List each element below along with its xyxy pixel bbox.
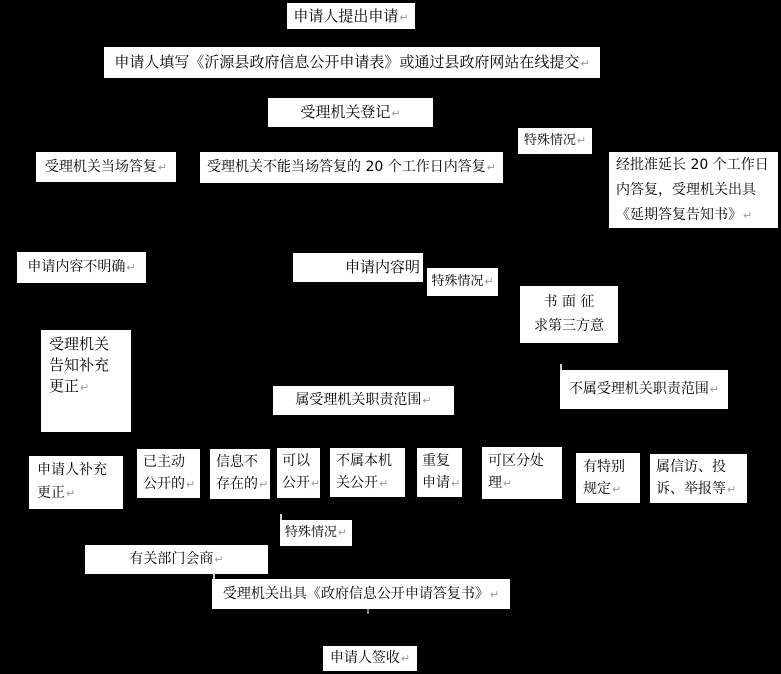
- paragraph-mark-icon: ↵: [451, 477, 461, 490]
- flow-box-text: 受理机关登记: [300, 103, 391, 121]
- paragraph-mark-icon: ↵: [422, 394, 432, 407]
- flow-box-text: 内答复，受理机关出具: [616, 182, 756, 198]
- flow-box-already-published: [137, 449, 200, 498]
- flow-box-line: [280, 520, 352, 546]
- flow-box-applicant-submits: [287, 3, 415, 29]
- flow-box-line: [422, 472, 462, 495]
- flow-box-not-this-org-public: [330, 448, 405, 497]
- flow-box-line: [85, 545, 268, 574]
- flow-box-content-clear: [293, 253, 423, 282]
- flow-box-special-case-1: [518, 128, 592, 154]
- flow-box-line: [212, 579, 510, 609]
- flow-box-line: [656, 478, 747, 501]
- flow-box-line: [37, 482, 123, 505]
- flow-box-text: 申请人填写《沂源县政府信息公开申请表》或通过县政府网站在线提交: [114, 53, 580, 71]
- flow-box-line: [422, 450, 462, 472]
- flow-box-text: 特殊情况: [431, 274, 484, 289]
- flow-box-special-case-2: [427, 268, 498, 296]
- flow-box-text: 特殊情况: [523, 133, 576, 148]
- flow-box-text: 申请人签收: [329, 650, 400, 666]
- flow-box-approved-extension: [609, 152, 778, 228]
- flow-box-written-third-party: [520, 286, 618, 343]
- flow-box-petition-complaint: [650, 454, 747, 503]
- flow-box-line: [17, 252, 146, 283]
- flow-box-text: 不属本机: [336, 453, 392, 469]
- flow-box-text: 经批准延长 20 个工作日: [616, 157, 769, 173]
- flow-box-text: 《延期答复告知书》: [616, 207, 742, 223]
- connector-stub: [213, 573, 215, 579]
- paragraph-mark-icon: ↵: [157, 161, 168, 174]
- flow-box-text: 更正: [37, 485, 65, 501]
- flow-box-applicant-signs: [323, 646, 417, 671]
- flow-box-line: [336, 472, 405, 495]
- flow-box-separable-handling: [482, 447, 562, 499]
- flow-box-line: [616, 153, 778, 178]
- paragraph-mark-icon: ↵: [214, 553, 224, 566]
- flow-box-line: [104, 47, 600, 78]
- paragraph-mark-icon: ↵: [503, 477, 513, 490]
- flow-box-text: 信息不: [216, 454, 258, 470]
- flow-box-text: 不属受理机关职责范围: [568, 381, 709, 397]
- flow-box-line: [336, 450, 405, 472]
- connector-stub: [280, 514, 282, 520]
- flow-box-onspot-reply: [36, 152, 176, 182]
- paragraph-mark-icon: ↵: [400, 652, 411, 665]
- flow-box-text: 关公开: [336, 475, 378, 491]
- flow-box-text: 理: [488, 475, 502, 491]
- paragraph-mark-icon: ↵: [612, 483, 622, 496]
- flow-box-line: [560, 370, 728, 409]
- flow-box-line: [616, 203, 778, 228]
- flow-box-line: [293, 253, 420, 282]
- flow-box-text: 存在的: [216, 476, 258, 492]
- flow-box-line: [282, 450, 320, 472]
- flow-box-text: 申请: [422, 475, 450, 491]
- flow-box-line: [216, 473, 270, 496]
- paragraph-mark-icon: ↵: [727, 483, 737, 496]
- flow-box-text: 规定: [583, 481, 611, 497]
- flow-box-info-not-exist: [210, 449, 270, 499]
- flow-box-fill-application-form: [104, 47, 600, 78]
- flow-box-special-provisions: [576, 453, 640, 503]
- flow-box-text: 重复: [422, 453, 450, 469]
- paragraph-mark-icon: ↵: [580, 57, 590, 70]
- flow-box-text: 申请内容不明确: [27, 259, 126, 275]
- flow-box-line: [216, 451, 270, 473]
- paragraph-mark-icon: ↵: [259, 478, 269, 491]
- flow-box-line: [488, 472, 562, 495]
- flow-box-repeated-application: [417, 448, 462, 497]
- flow-box-text: 有特别: [583, 459, 625, 475]
- flow-box-line: [143, 451, 200, 473]
- flow-box-text: 公开的: [143, 476, 185, 492]
- connector-stub: [560, 364, 562, 370]
- flow-box-text: 可以: [282, 453, 310, 469]
- flow-box-line: [616, 178, 778, 203]
- flow-box-special-case-3: [280, 520, 352, 546]
- flow-box-line: [488, 450, 562, 472]
- flow-box-within-duty-scope: [273, 386, 454, 415]
- flow-box-line: [520, 314, 618, 338]
- flow-box-text: 求第三方意: [534, 318, 604, 334]
- paragraph-mark-icon: ↵: [489, 588, 500, 601]
- flow-box-text: 特殊情况: [284, 525, 337, 540]
- paragraph-mark-icon: ↵: [576, 134, 587, 147]
- flow-box-text: 受理机关出具《政府信息公开申请答复书》: [222, 586, 489, 602]
- flow-box-line: [49, 334, 131, 355]
- flow-box-text: 有关部门会商: [129, 551, 214, 567]
- flow-box-line: [49, 376, 131, 398]
- paragraph-mark-icon: ↵: [709, 383, 720, 396]
- flow-box-line: [583, 456, 640, 478]
- flow-box-text: 受理机关当场答复: [44, 159, 157, 175]
- paragraph-mark-icon: ↵: [311, 477, 320, 490]
- flow-box-text: 公开: [282, 475, 310, 491]
- flow-box-text: 告知补充: [49, 356, 110, 374]
- flow-box-applicant-supplement: [29, 456, 123, 509]
- flow-box-text: 申请人提出申请: [293, 7, 399, 25]
- flow-box-line: [200, 152, 503, 183]
- paragraph-mark-icon: ↵: [337, 526, 348, 539]
- flow-box-outside-duty-scope: [560, 370, 728, 409]
- flow-box-text: 已主动: [143, 454, 185, 470]
- paragraph-mark-icon: ↵: [80, 381, 90, 394]
- paragraph-mark-icon: ↵: [126, 261, 136, 274]
- flow-box-notify-supplement-correction: [41, 330, 131, 432]
- flow-box-text: 属信访、投: [656, 459, 726, 475]
- flow-box-line: [282, 472, 320, 495]
- paragraph-mark-icon: ↵: [484, 275, 494, 288]
- paragraph-mark-icon: ↵: [486, 161, 496, 174]
- flow-box-line: [656, 456, 747, 478]
- flow-box-can-be-public: [277, 448, 320, 498]
- flow-box-text: 诉、举报等: [656, 481, 726, 497]
- flow-box-text: 受理机关不能当场答复的 20 个工作日内答复: [207, 159, 486, 175]
- flow-box-text: 受理机关: [49, 335, 110, 353]
- flow-box-text: 申请人补充: [37, 462, 107, 478]
- flow-box-text: 属受理机关职责范围: [295, 392, 422, 408]
- flow-box-line: [518, 128, 592, 154]
- flow-box-line: [287, 3, 415, 29]
- flow-box-text: 更正: [49, 377, 80, 395]
- flow-box-accepting-org-register: [268, 98, 433, 127]
- paragraph-mark-icon: ↵: [186, 478, 196, 491]
- connector-stub: [367, 609, 369, 614]
- paragraph-mark-icon: ↵: [743, 209, 753, 222]
- flow-box-line: [583, 478, 640, 501]
- flow-box-line: [520, 290, 618, 314]
- flow-box-line: [268, 98, 433, 127]
- flow-box-line: [323, 646, 417, 671]
- flow-box-line: [273, 386, 454, 415]
- paragraph-mark-icon: ↵: [379, 477, 389, 490]
- flow-box-line: [143, 473, 200, 496]
- flow-box-line: [36, 152, 176, 182]
- paragraph-mark-icon: ↵: [66, 487, 76, 500]
- flow-box-line: [49, 355, 131, 376]
- paragraph-mark-icon: ↵: [391, 107, 401, 120]
- paragraph-mark-icon: ↵: [399, 11, 409, 24]
- flow-box-reply-within-20-days: [200, 152, 503, 183]
- flow-box-dept-consultation: [85, 545, 268, 574]
- flow-box-text: 可区分处: [488, 453, 544, 469]
- flow-box-line: [427, 268, 498, 296]
- flow-box-text: 书 面 征: [543, 294, 595, 310]
- flow-box-text: 申请内容明: [344, 258, 420, 276]
- flow-box-content-unclear: [17, 252, 146, 283]
- flow-box-issue-reply-document: [212, 579, 510, 609]
- flow-box-line: [37, 459, 123, 482]
